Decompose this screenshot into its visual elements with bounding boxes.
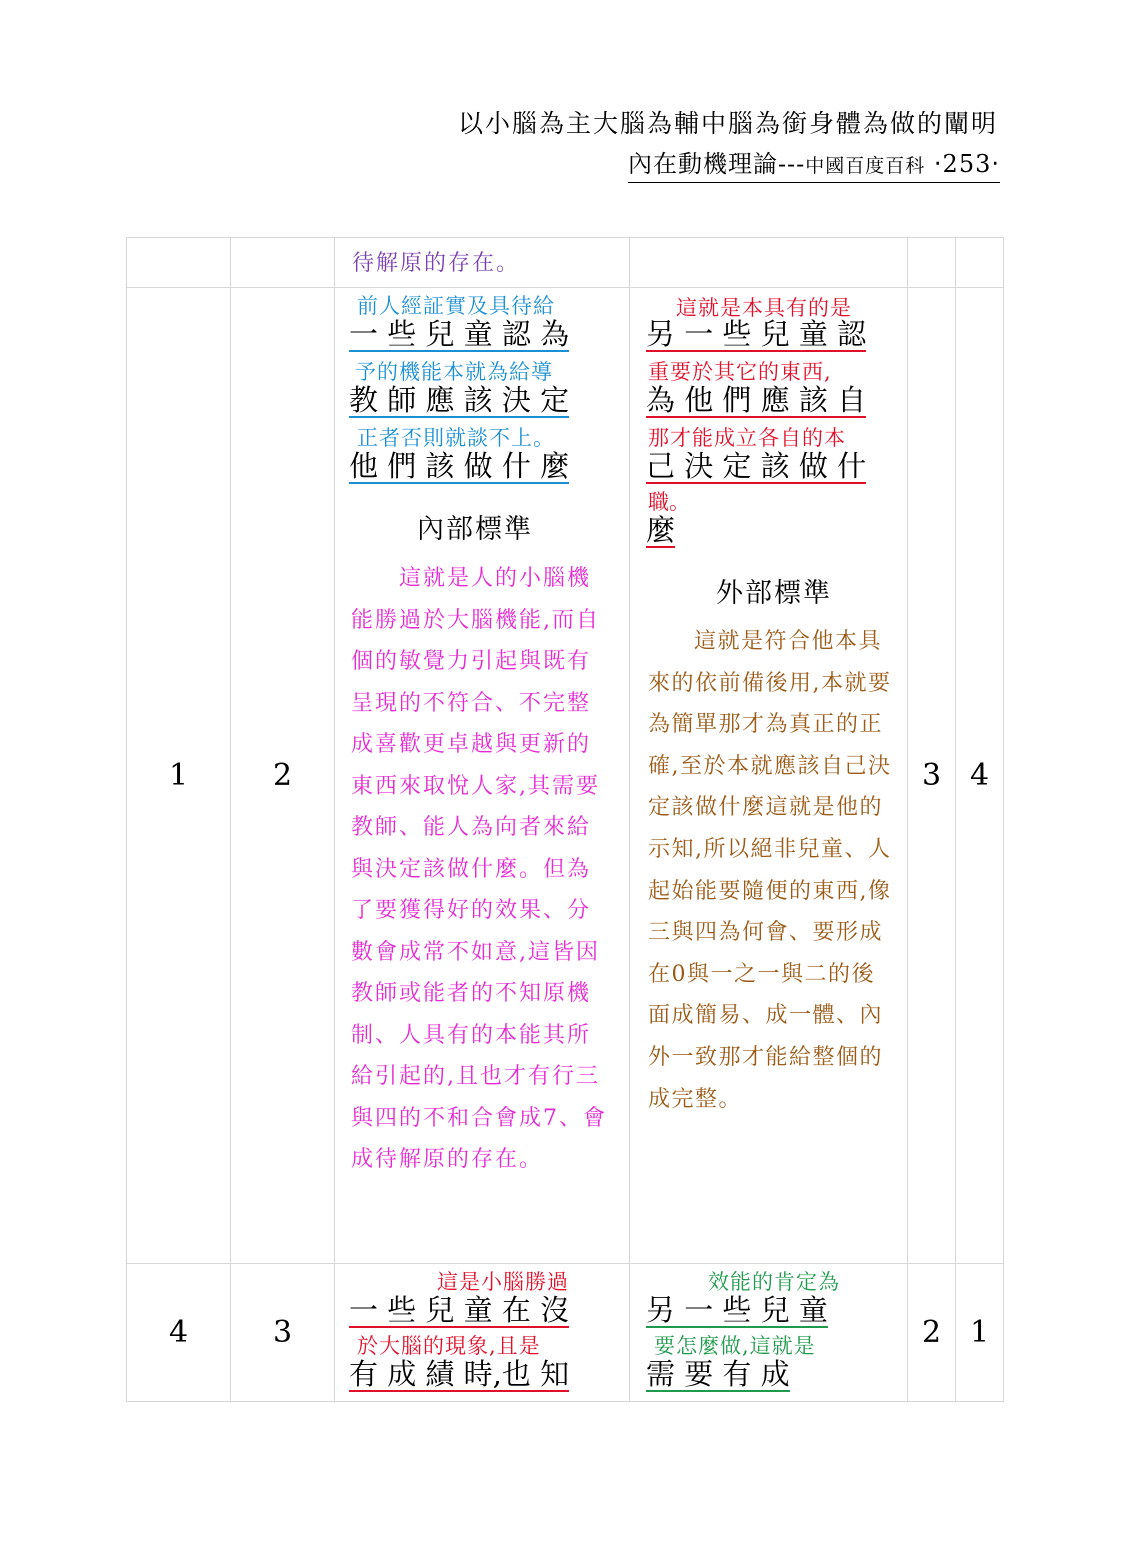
body-paragraph: 這就是人的小腦機能勝過於大腦機能,而自個的敏覺力引起與既有呈現的不符合、不完整成喜歡更卓越與更新的東西來取悅人家,其需要教師、能人為向者來給與決定該做什麼。但為了要獲得好的效果、分數會成常不如意,這皆因教師或能者的不知原機制、人具有的本能其所給引起的,且也才有行三與四的不和合會成7、會成待解原的存在。 [351, 566, 607, 1172]
table-cell [956, 238, 1004, 288]
annotation-text: 這就是本具有的是 [676, 296, 852, 320]
annotation-text: 效能的肯定為 [708, 1270, 840, 1294]
row-number: 1 [127, 288, 231, 1264]
section-heading: 內部標準 [417, 514, 533, 545]
table-cell [630, 1264, 908, 1402]
main-text: 他 們 該 做 什 麼 [349, 449, 570, 483]
annotation-text: 重要於其它的東西, [648, 360, 832, 384]
row-number: 1 [956, 1264, 1004, 1402]
row-number: 2 [908, 1264, 956, 1402]
table-cell [908, 238, 956, 288]
page-header-subtitle [628, 144, 1000, 183]
main-text: 一 些 兒 童 在 沒 [349, 1293, 570, 1327]
table-cell [630, 238, 908, 288]
annotation-text: 前人經証實及具待給 [357, 294, 555, 318]
header-source-name: 中國百度百科 [805, 155, 926, 177]
row-number: 3 [908, 288, 956, 1264]
body-paragraph: 這就是符合他本具來的依前備後用,本就要為簡單那才為真正的正確,至於本就應該自己決定該做什麼這就是他的示知,所以絕非兒童、人起始能要隨便的東西,像三與四為何會、要形成在0與一之一與二的後面成簡易、成一體、內外一致那才能給整個的成完整。 [648, 629, 892, 1112]
main-text: 另 一 些 兒 童 [646, 1293, 828, 1327]
table-row [127, 1264, 1004, 1402]
annotation-text: 正者否則就談不上。 [357, 426, 555, 450]
table-cell [335, 288, 630, 1264]
header-source-main: 內在動機理論--- [627, 150, 806, 178]
main-text: 另 一 些 兒 童 認 [646, 317, 867, 351]
page-header-title: 以小腦為主大腦為輔中腦為銜身體為做的闡明 [457, 109, 998, 138]
row-number: 4 [127, 1264, 231, 1402]
page-number: ‧253‧ [925, 150, 1000, 178]
table-cell [335, 1264, 630, 1402]
table-row [127, 288, 1004, 1264]
main-text: 教 師 應 該 決 定 [349, 383, 570, 417]
table-cell [335, 238, 630, 288]
main-text: 麼 [646, 513, 676, 547]
main-text: 需 要 有 成 [646, 1357, 790, 1391]
main-text: 己 決 定 該 做 什 [646, 449, 867, 483]
main-text: 一 些 兒 童 認 為 [349, 317, 570, 351]
section-heading: 外部標準 [716, 578, 832, 609]
annotation-text: 要怎麼做,這就是 [654, 1334, 816, 1358]
annotation-text: 那才能成立各自的本 [648, 426, 846, 450]
row-number: 4 [956, 288, 1004, 1264]
annotation-text: 於大腦的現象,且是 [357, 1334, 541, 1358]
main-text: 為 他 們 應 該 自 [646, 383, 867, 417]
annotation-text: 職。 [648, 490, 690, 514]
table-row [127, 238, 1004, 288]
row-number: 3 [231, 1264, 335, 1402]
main-text: 有 成 績 時,也 知 [349, 1357, 570, 1391]
row-number: 2 [231, 288, 335, 1264]
continued-text: 待解原的存在。 [352, 251, 521, 276]
table-cell [630, 288, 908, 1264]
table-cell [127, 238, 231, 288]
annotation-text: 這是小腦勝過 [437, 1270, 569, 1294]
table-cell [231, 238, 335, 288]
content-table [126, 237, 1004, 1402]
annotation-text: 予的機能本就為給導 [355, 360, 553, 384]
